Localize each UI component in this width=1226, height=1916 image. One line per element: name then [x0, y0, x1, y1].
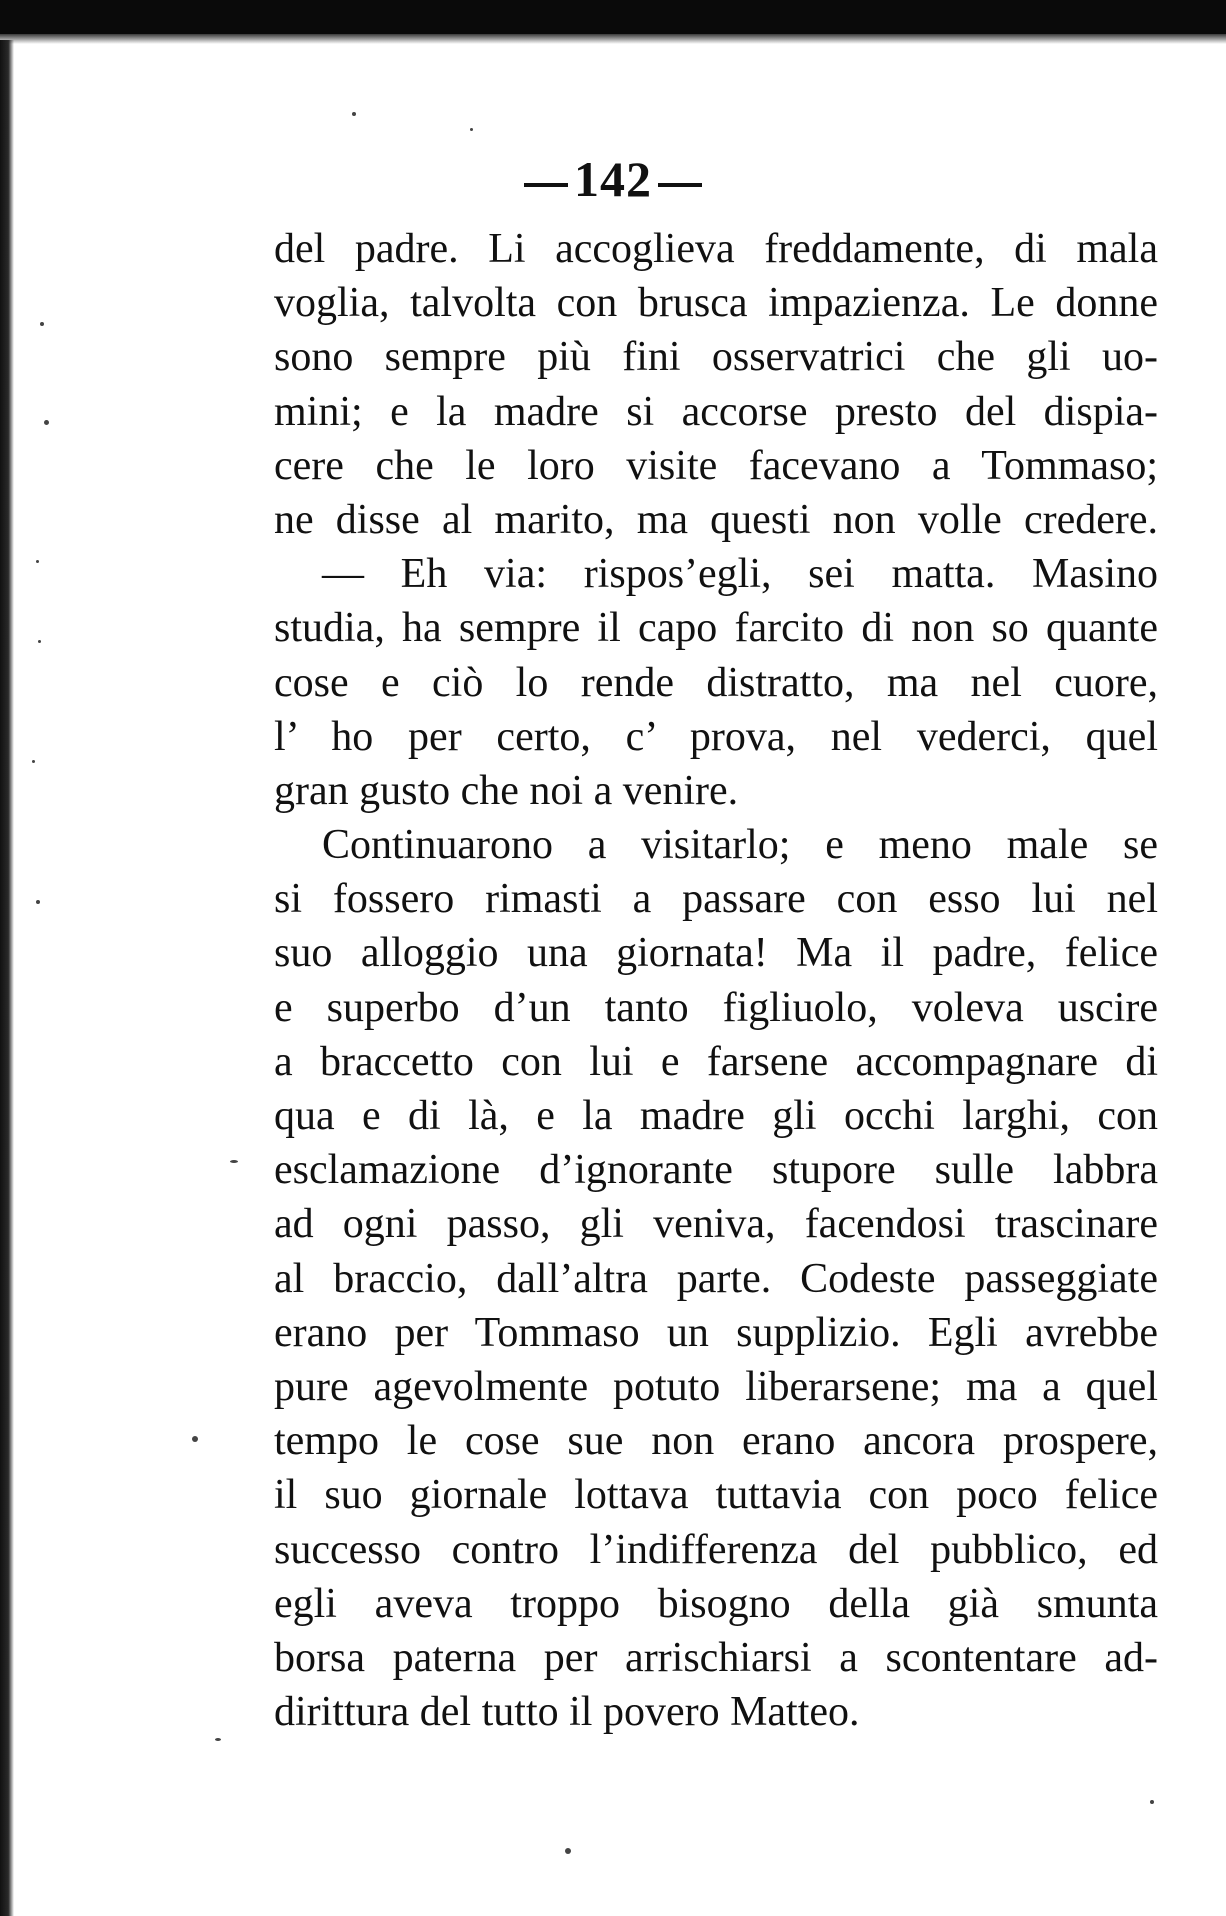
scan-speck — [36, 560, 39, 563]
scan-left-border — [0, 40, 14, 1916]
page-number — [0, 150, 1226, 208]
page-number-value: 142 — [574, 151, 652, 207]
text-line: e superbo d’un tanto figliuolo, voleva uscire — [274, 984, 1158, 1031]
scan-top-shadow — [0, 34, 1226, 44]
text-line: del padre. Li accoglieva freddamente, di mala — [274, 226, 1158, 272]
text-line: cere che le loro visite facevano a Tommaso; — [274, 442, 1158, 489]
scan-speck — [215, 1738, 221, 1741]
scan-speck — [36, 900, 40, 904]
scan-speck — [44, 420, 49, 425]
text-line: al braccio, dall’altra parte. Codeste passeggiate — [274, 1255, 1158, 1302]
text-line: cose e ciò lo rende distratto, ma nel cuore, — [274, 659, 1158, 706]
text-line: pure agevolmente potuto liberarsene; ma a quel — [274, 1363, 1158, 1410]
text-line: a braccetto con lui e farsene accompagnare di — [274, 1038, 1158, 1085]
text-line: si fossero rimasti a passare con esso lui nel — [274, 876, 1158, 923]
page-number-dash-right — [658, 183, 702, 187]
text-line: erano per Tommaso un supplizio. Egli avrebbe — [274, 1309, 1158, 1356]
text-line: esclamazione d’ignorante stupore sulle labbra — [274, 1147, 1158, 1194]
scan-speck — [352, 112, 356, 116]
text-line: l’ ho per certo, c’ prova, nel vederci, quel — [274, 713, 1158, 760]
text-line: suo alloggio una giornata! Ma il padre, felice — [274, 930, 1158, 977]
scan-speck — [192, 1436, 198, 1442]
text-line: ne disse al marito, ma questi non volle credere. — [274, 496, 1158, 543]
scan-speck — [470, 128, 473, 131]
body-text — [274, 222, 1158, 1739]
scan-speck — [40, 322, 44, 326]
text-line: voglia, talvolta con brusca impazienza. Le donne — [274, 280, 1158, 327]
text-line: ad ogni passo, gli veniva, facendosi trascinare — [274, 1201, 1158, 1248]
text-line: tempo le cose sue non erano ancora prospere, — [274, 1418, 1158, 1465]
text-line: Continuarono a visitarlo; e meno male se — [322, 822, 1158, 869]
scan-speck — [32, 760, 35, 763]
text-line: successo contro l’indifferenza del pubblico, ed — [274, 1526, 1158, 1573]
scan-speck — [1150, 1800, 1154, 1804]
text-line: gran gusto che noi a venire. — [274, 767, 739, 814]
text-line: dirittura del tutto il povero Matteo. — [274, 1689, 860, 1736]
text-line: — Eh via: rispos’egli, sei matta. Masino — [322, 551, 1158, 598]
text-line: il suo giornale lottava tuttavia con poco felice — [274, 1472, 1158, 1519]
scan-speck — [38, 640, 41, 643]
text-line: mini; e la madre si accorse presto del dispia- — [274, 388, 1158, 435]
scan-speck — [565, 1848, 571, 1854]
text-line: sono sempre più fini osservatrici che gli uo- — [274, 334, 1158, 381]
text-line: egli aveva troppo bisogno della già smunta — [274, 1580, 1158, 1627]
text-line: qua e di là, e la madre gli occhi larghi, con — [274, 1093, 1158, 1139]
text-line: borsa paterna per arrischiarsi a scontentare ad- — [274, 1634, 1158, 1681]
scan-speck — [230, 1160, 238, 1163]
page-number-dash-left — [524, 183, 568, 187]
text-line: studia, ha sempre il capo farcito di non so quante — [274, 605, 1158, 652]
scan-top-border — [0, 0, 1226, 34]
